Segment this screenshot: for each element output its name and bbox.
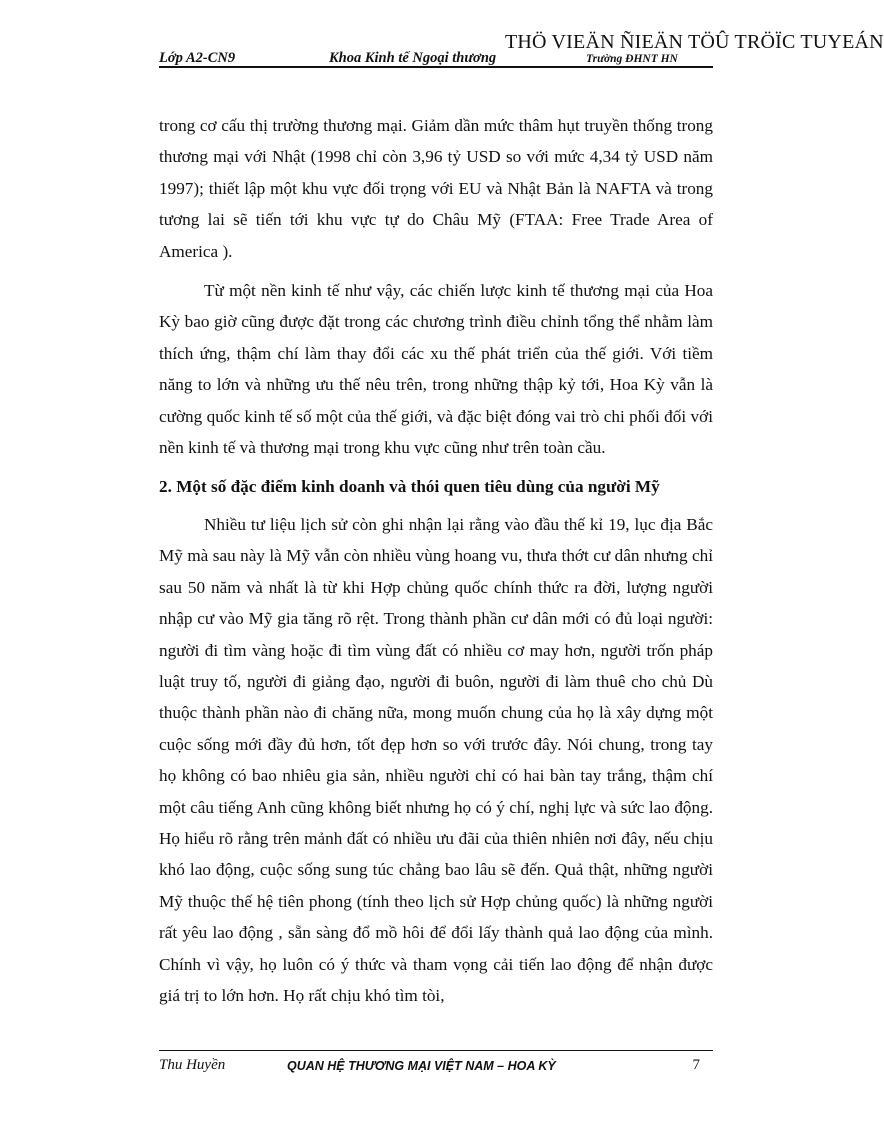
watermark-text: THÖ VIEÄN ÑIEÄN TÖÛ TRÖÏC TUYEÁN	[505, 31, 884, 53]
footer-divider	[159, 1050, 713, 1051]
faculty-label: Khoa Kinh tế Ngoại thương	[329, 50, 497, 66]
school-label: Trường ĐHNT HN	[586, 53, 678, 65]
paragraph-3: Nhiều tư liệu lịch sử còn ghi nhận lại rằng vào đầu thế kỉ 19, lục địa Bắc Mỹ mà sau này là Mỹ vẫn còn nhiều vùng hoang vu, thưa thớt cư dân nhưng chỉ sau 50 năm và nhất là từ khi Hợp chủng quốc chính thức ra đời, lượng người nhập cư vào Mỹ gia tăng rõ rệt. Trong thành phần cư dân mới có đủ loại người: người đi tìm vàng hoặc đi tìm vùng đất có nhiều cơ may hơn, người trốn pháp luật truy tố, người đi giảng đạo, người đi buôn, người đi làm thuê cho chủ Dù thuộc thành phần nào đi chăng nữa, mong muốn chung của họ là xây dựng một cuộc sống mới đầy đủ hơn, tốt đẹp hơn so với trước đây. Nói chung, trong tay họ không có bao nhiêu gia sản, nhiều người chỉ có hai bàn tay trắng, thậm chí một câu tiếng Anh cũng không biết nhưng họ có ý chí, nghị lực và sức lao động. Họ hiểu rõ rằng trên mảnh đất có nhiều ưu đãi của thiên nhiên nơi đây, nếu chịu khó lao động, cuộc sống sung túc chẳng bao lâu sẽ đến. Quả thật, những người Mỹ thuộc thế hệ tiên phong (tính theo lịch sử Hợp chủng quốc) là những người rất yêu lao động , sẵn sàng đổ mồ hôi để đổi lấy thành quả lao động của mình. Chính vì vậy, họ luôn có ý thức và tham vọng cải tiến lao động để nhận được giá trị to lớn hơn. Họ rất chịu khó tìm tòi,	[159, 514, 713, 1005]
page-number: 7	[692, 1057, 700, 1073]
footer-title: QUAN HỆ THƯƠNG MẠI VIỆT NAM – HOA KỲ	[287, 1059, 556, 1073]
page-body	[159, 110, 713, 1019]
paragraph-1: trong cơ cấu thị trường thương mại. Giảm dần mức thâm hụt truyền thống trong thương mại với Nhật (1998 chỉ còn 3,96 tỷ USD so với mức 4,34 tỷ USD năm 1997); thiết lập một khu vực đối trọng với EU và Nhật Bản là NAFTA và trong tương lai sẽ tiến tới khu vực tự do Châu Mỹ (FTAA: Free Trade Area of America ).	[159, 116, 713, 261]
page-header	[159, 22, 884, 66]
footer-author: Thu Huyền	[159, 1057, 226, 1073]
class-label: Lớp A2-CN9	[159, 50, 236, 66]
header-divider	[159, 66, 713, 68]
page-footer	[159, 1050, 713, 1080]
paragraph-2: Từ một nền kinh tế như vậy, các chiến lược kinh tế thương mại của Hoa Kỳ bao giờ cũng được đặt trong các chương trình điều chỉnh tổng thể nhằm làm thích ứng, thậm chí làm thay đổi các xu thế phát triển của thế giới. Với tiềm năng to lớn và những ưu thế nêu trên, trong những thập kỷ tới, Hoa Kỳ vẫn là cường quốc kinh tế số một của thế giới, và đặc biệt đóng vai trò chi phối đối với nền kinh tế và thương mại trong khu vực cũng như trên toàn cầu.	[159, 281, 713, 458]
section-heading: 2. Một số đặc điểm kinh doanh và thói quen tiêu dùng của người Mỹ	[159, 477, 660, 497]
